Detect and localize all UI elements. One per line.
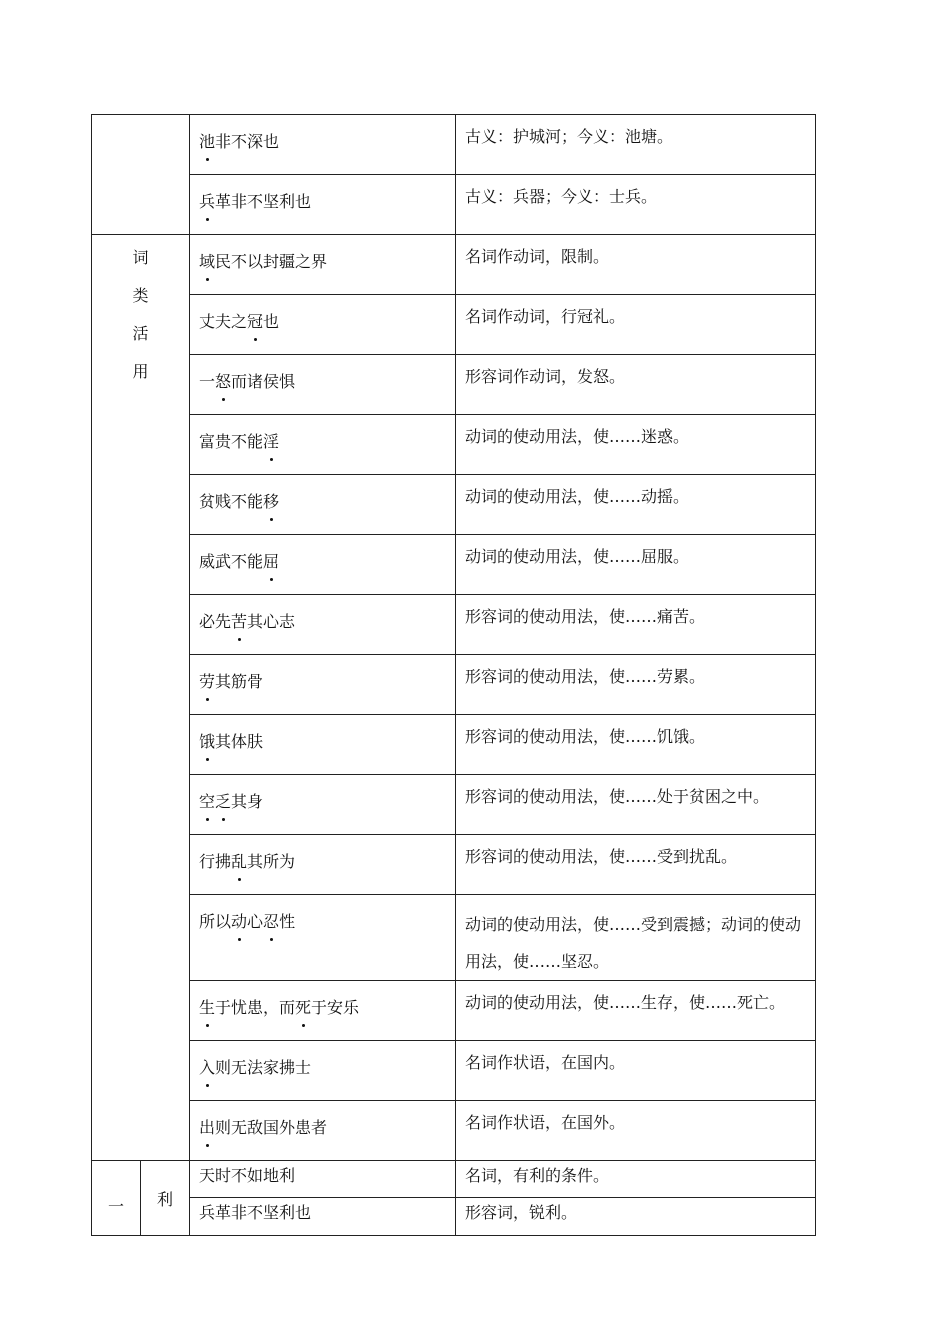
- emphasized-word: 忍: [263, 912, 280, 931]
- emphasized-word: 淫: [263, 432, 280, 451]
- meaning-text: 动词的使动用法，使……屈服。: [456, 535, 816, 595]
- emphasized-word: 怒: [215, 372, 232, 391]
- table-row: [92, 1161, 816, 1198]
- emphasized-word: 动: [231, 912, 248, 931]
- category-label-char: 活: [132, 324, 149, 343]
- table-row: [92, 235, 816, 295]
- table-row: [92, 115, 816, 175]
- sentence-text: 富贵不能: [199, 432, 264, 451]
- meaning-text: 动词的使动用法，使……动摇。: [456, 475, 816, 535]
- table-row: [92, 1101, 816, 1161]
- sentence-text: 而诸侯惧: [231, 372, 296, 391]
- sentence-text: 其筋骨: [215, 672, 264, 691]
- emphasized-word: 池: [199, 132, 216, 151]
- emphasized-word: 饿: [199, 732, 216, 751]
- meaning-text: 名词，有利的条件。: [456, 1161, 816, 1198]
- emphasized-word: 苦: [231, 612, 248, 631]
- table-row: [92, 895, 816, 981]
- example-sentence: [190, 235, 456, 295]
- table-row: [92, 295, 816, 355]
- example-sentence: [190, 895, 456, 981]
- meaning-text: 形容词的使动用法，使……饥饿。: [456, 715, 816, 775]
- example-sentence: [190, 175, 456, 235]
- sentence-text: 非不深也: [215, 132, 280, 151]
- sentence-text: 必先: [199, 612, 232, 631]
- emphasized-word: 入: [199, 1058, 216, 1077]
- meaning-text: 名词作动词，限制。: [456, 235, 816, 295]
- example-sentence: [190, 715, 456, 775]
- emphasized-word: 冠: [247, 312, 264, 331]
- category-label-char: 词: [132, 248, 149, 267]
- meaning-text: 动词的使动用法，使……受到震撼；动词的使动用法，使……坚忍。: [456, 895, 816, 981]
- example-sentence: [190, 595, 456, 655]
- table-row: [92, 715, 816, 775]
- sentence-text: 则无法家拂士: [215, 1058, 312, 1077]
- emphasized-word: 劳: [199, 672, 216, 691]
- meaning-text: 形容词的使动用法，使……受到扰乱。: [456, 835, 816, 895]
- table-row: [92, 655, 816, 715]
- example-sentence: [190, 1041, 456, 1101]
- word-table: [91, 114, 816, 1236]
- example-sentence: [190, 1101, 456, 1161]
- category-label: 一: [92, 1161, 141, 1236]
- sentence-text: 革非不坚利也: [215, 192, 312, 211]
- sentence-text: 其体肤: [215, 732, 264, 751]
- table-row: [92, 835, 816, 895]
- emphasized-word: 域: [199, 252, 216, 271]
- table-row: [92, 475, 816, 535]
- sentence-text: 贫贱不能: [199, 492, 264, 511]
- category-cell-empty: [92, 115, 190, 235]
- meaning-text: 形容词，锐利。: [456, 1198, 816, 1236]
- example-sentence: [190, 535, 456, 595]
- sentence-text: 其身: [231, 792, 264, 811]
- example-sentence: [190, 475, 456, 535]
- example-sentence: [190, 835, 456, 895]
- example-sentence: [190, 775, 456, 835]
- example-sentence: 天时不如地利: [190, 1161, 456, 1198]
- meaning-text: 名词作状语，在国内。: [456, 1041, 816, 1101]
- sentence-text: 其心志: [247, 612, 296, 631]
- example-sentence: [190, 655, 456, 715]
- emphasized-word: 出: [199, 1118, 216, 1137]
- category-label-char: 类: [132, 286, 149, 305]
- emphasized-word: 兵: [199, 192, 216, 211]
- emphasized-word: 死: [295, 998, 312, 1017]
- table-row: [92, 415, 816, 475]
- meaning-text: 名词作状语，在国外。: [456, 1101, 816, 1161]
- meaning-text: 古义：兵器；今义：士兵。: [456, 175, 816, 235]
- category-label-char: 用: [132, 362, 149, 381]
- sentence-text: 则无敌国外患者: [215, 1118, 328, 1137]
- sentence-text: 行拂: [199, 852, 232, 871]
- table-row: [92, 535, 816, 595]
- meaning-text: 形容词的使动用法，使……劳累。: [456, 655, 816, 715]
- table-row: [92, 595, 816, 655]
- example-sentence: [190, 415, 456, 475]
- meaning-text: 古义：护城河；今义：池塘。: [456, 115, 816, 175]
- table-row: [92, 175, 816, 235]
- example-sentence: [190, 295, 456, 355]
- category-label: [92, 235, 190, 1161]
- sentence-text: 于安乐: [311, 998, 360, 1017]
- sentence-text: 于忧患，而: [215, 998, 296, 1017]
- example-sentence: [190, 981, 456, 1041]
- sentence-text: 丈夫之: [199, 312, 248, 331]
- example-sentence: [190, 355, 456, 415]
- emphasized-word: 空乏: [199, 792, 232, 811]
- emphasized-word: 乱: [231, 852, 248, 871]
- emphasized-word: 移: [263, 492, 280, 511]
- sentence-text: 民不以封疆之界: [215, 252, 328, 271]
- table-row: [92, 981, 816, 1041]
- meaning-text: 形容词的使动用法，使……处于贫困之中。: [456, 775, 816, 835]
- emphasized-word: 生: [199, 998, 216, 1017]
- sentence-text: 心: [247, 912, 264, 931]
- example-sentence: [190, 115, 456, 175]
- sentence-text: 性: [279, 912, 296, 931]
- meaning-text: 动词的使动用法，使……迷惑。: [456, 415, 816, 475]
- meaning-text: 名词作动词，行冠礼。: [456, 295, 816, 355]
- sentence-text: 其所为: [247, 852, 296, 871]
- table-row: [92, 775, 816, 835]
- table-row: [92, 355, 816, 415]
- emphasized-word: 屈: [263, 552, 280, 571]
- meaning-text: 形容词的使动用法，使……痛苦。: [456, 595, 816, 655]
- sentence-text: 所以: [199, 912, 232, 931]
- polysemy-word: 利: [141, 1161, 190, 1236]
- example-sentence: 兵革非不坚利也: [190, 1198, 456, 1236]
- sentence-text: 一: [199, 372, 216, 391]
- meaning-text: 动词的使动用法，使……生存，使……死亡。: [456, 981, 816, 1041]
- table-row: [92, 1198, 816, 1236]
- table-row: [92, 1041, 816, 1101]
- meaning-text: 形容词作动词，发怒。: [456, 355, 816, 415]
- sentence-text: 威武不能: [199, 552, 264, 571]
- sentence-text: 也: [263, 312, 280, 331]
